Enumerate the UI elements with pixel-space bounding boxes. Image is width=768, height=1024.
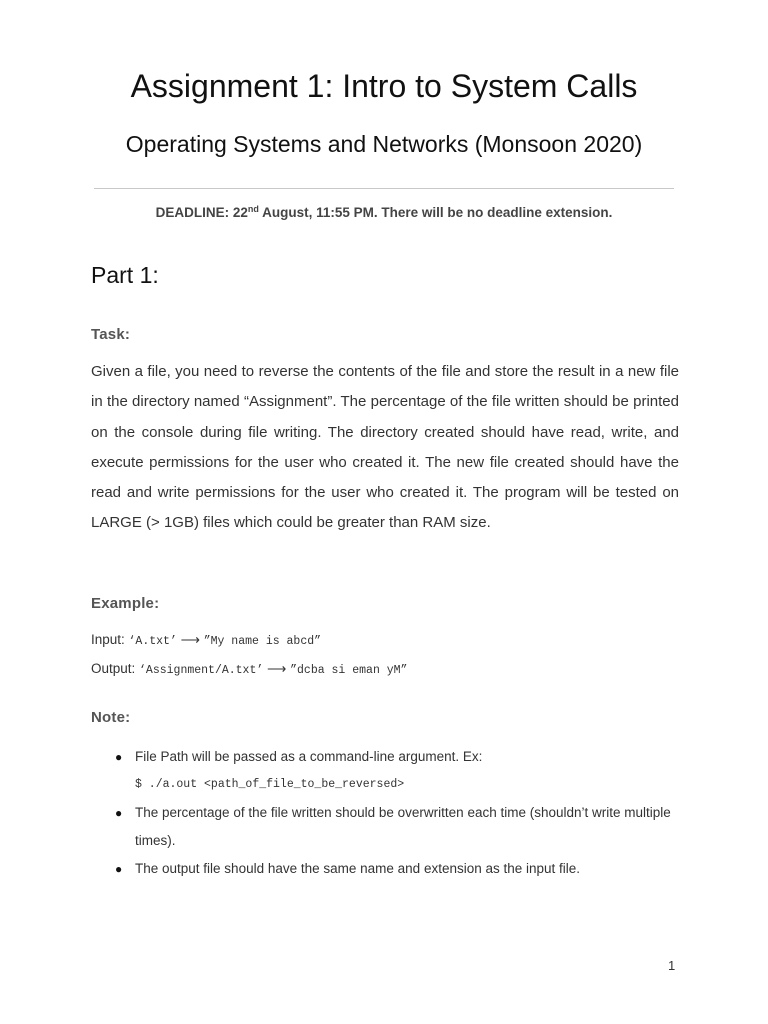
arrow-icon: ⟶ [176, 632, 204, 647]
input-file-name: ‘A.txt’ [128, 635, 177, 648]
list-item [91, 799, 691, 855]
output-file-content: ”dcba si eman yM” [290, 664, 408, 677]
task-paragraph: Given a file, you need to reverse the contents of the file and store the result in a new file in the directory named “Assignment”. The percentage of the file written should be printed on the console during file writing. The directory created should have read, write, and execute permissions for the user who created it. The new file created should have the read and write permissions for the user who created it. The program will be tested on LARGE (> 1GB) files which could be greater than RAM size. [91, 363, 679, 532]
output-label: Output: [91, 661, 140, 676]
task-heading: Task: [91, 326, 131, 343]
arrow-icon: ⟶ [263, 661, 291, 676]
note-item-text: The output file should have the same name and extension as the input file. [135, 861, 581, 876]
input-file-content: ”My name is abcd” [203, 635, 322, 648]
deadline-notice [0, 203, 768, 223]
list-item [91, 743, 691, 799]
bullet-icon: ● [115, 806, 123, 820]
deadline-ordinal-suffix: nd [247, 204, 259, 214]
note-item-text: File Path will be passed as a command-line argument. Ex: [135, 749, 483, 764]
deadline-suffix: August, 11:55 PM. There will be no deadline extension. [258, 205, 613, 220]
deadline-prefix: DEADLINE: 22 [155, 205, 248, 220]
note-item-text: The percentage of the file written should be overwritten each time (shouldn’t write multiple times). [135, 805, 671, 848]
document-title: Assignment 1: Intro to System Calls [130, 68, 638, 104]
example-input-line [91, 630, 321, 652]
horizontal-rule [94, 188, 674, 189]
note-list [91, 743, 691, 883]
bullet-icon: ● [115, 862, 123, 876]
example-heading: Example: [91, 595, 160, 612]
page-number: 1 [668, 958, 676, 973]
document-subtitle: Operating Systems and Networks (Monsoon 2020) [125, 131, 643, 157]
example-output-line [91, 659, 407, 681]
command-example: $ ./a.out <path_of_file_to_be_reversed> [135, 778, 405, 791]
part-heading: Part 1: [91, 262, 159, 288]
input-label: Input: [91, 632, 129, 647]
note-heading: Note: [91, 709, 131, 726]
output-file-name: ‘Assignment/A.txt’ [139, 664, 264, 677]
bullet-icon: ● [115, 750, 123, 764]
list-item [91, 855, 691, 883]
